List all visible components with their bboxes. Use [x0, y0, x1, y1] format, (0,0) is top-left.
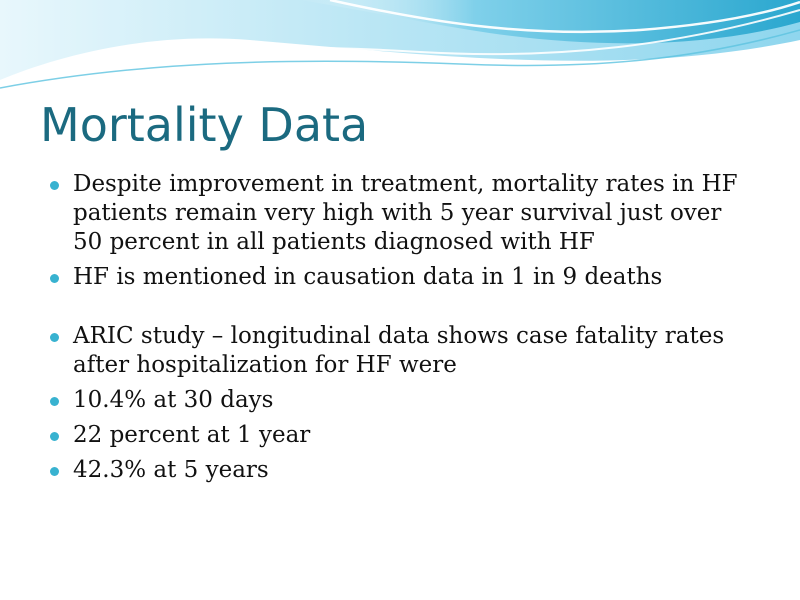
bullet-list [48, 170, 748, 491]
bullet-dot-icon [50, 333, 59, 342]
bullet-item [48, 456, 748, 485]
bullet-text: 10.4% at 30 days [73, 387, 274, 413]
header-wave-decoration [0, 0, 800, 90]
bullet-text: ARIC study – longitudinal data shows case fatality rates after hospitalization for HF were [73, 323, 725, 378]
slide-title: Mortality Data [40, 98, 369, 152]
bullet-dot-icon [50, 432, 59, 441]
bullet-text: HF is mentioned in causation data in 1 in 9 deaths [73, 264, 663, 290]
bullet-text: 42.3% at 5 years [73, 457, 269, 483]
bullet-item [48, 170, 748, 257]
bullet-dot-icon [50, 181, 59, 190]
bullet-dot-icon [50, 467, 59, 476]
bullet-item [48, 421, 748, 450]
bullet-text: 22 percent at 1 year [73, 422, 311, 448]
bullet-text: Despite improvement in treatment, mortality rates in HF patients remain very high with 5 year survival just over 50 percent in all patients diagnosed with HF [73, 171, 738, 255]
bullet-dot-icon [50, 274, 59, 283]
bullet-item [48, 322, 748, 380]
bullet-item [48, 386, 748, 415]
bullet-item [48, 263, 748, 292]
bullet-dot-icon [50, 397, 59, 406]
